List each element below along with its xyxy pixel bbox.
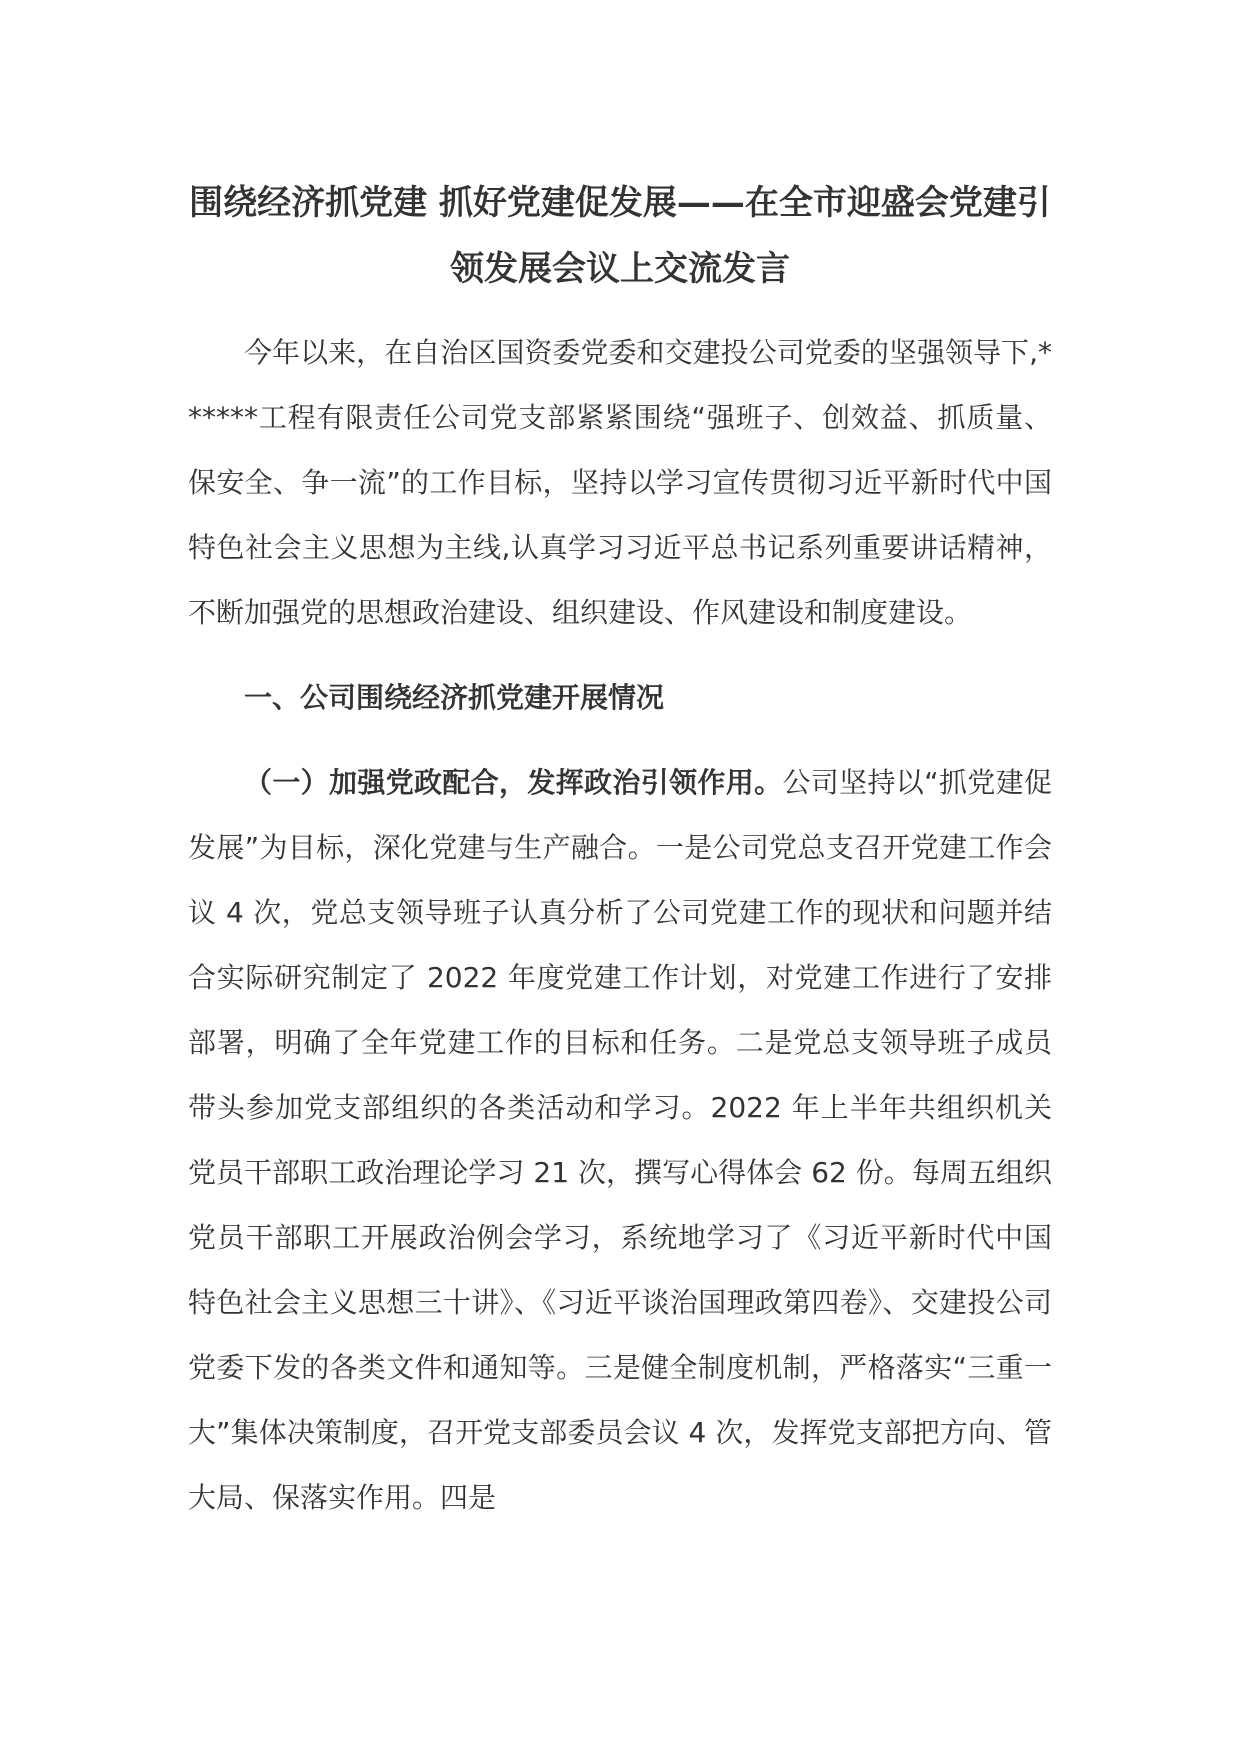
title-line-1: 围绕经济抓党建 抓好党建促发展——在全市迎盛会党建引 [189,183,1051,223]
subsection-body: 公司坚持以“抓党建促发展”为目标，深化党建与生产融合。一是公司党总支召开党建工作会议 4 次，党总支领导班子认真分析了公司党建工作的现状和问题并结合实际研究制定了 2022 年度党建工作计划，对党建工作进行了安排部署，明确了全年党建工作的目标和任务。二是党总支领导班子成员带头参加党支部组织的各类活动和学习。2022 年上半年共组织机关党员干部职工政治理论学习 21 次，撰写心得体会 62 份。每周五组织党员干部职工开展政治例会学习，系统地学习了《习近平新时代中国特色社会主义思想三十讲》、《习近平谈治国理政第四卷》、交建投公司党委下发的各类文件和通知等。三是健全制度机制，严格落实“三重一大”集体决策制度，召开党支部委员会议 4 次，发挥党支部把方向、管大局、保落实作用。四是 [188,766,1052,1514]
title-line-2: 领发展会议上交流发言 [450,249,790,289]
document-title [188,170,1052,302]
section-heading: 一、公司围绕经济抓党建开展情况 [244,681,665,714]
subsection-paragraph [188,750,1052,1530]
document-page [188,170,1052,1530]
subsection-heading: （一）加强党政配合，发挥政治引领作用。 [244,766,783,799]
spacer [188,645,1052,665]
intro-paragraph: 今年以来，在自治区国资委党委和交建投公司党委的坚强领导下,******工程有限责任公司党支部紧紧围绕“强班子、创效益、抓质量、保安全、争一流”的工作目标，坚持以学习宣传贯彻习近平新时代中国特色社会主义思想为主线,认真学习习近平总书记系列重要讲话精神，不断加强党的思想政治建设、组织建设、作风建设和制度建设。 [188,336,1052,629]
spacer [188,302,1052,320]
spacer [188,730,1052,750]
